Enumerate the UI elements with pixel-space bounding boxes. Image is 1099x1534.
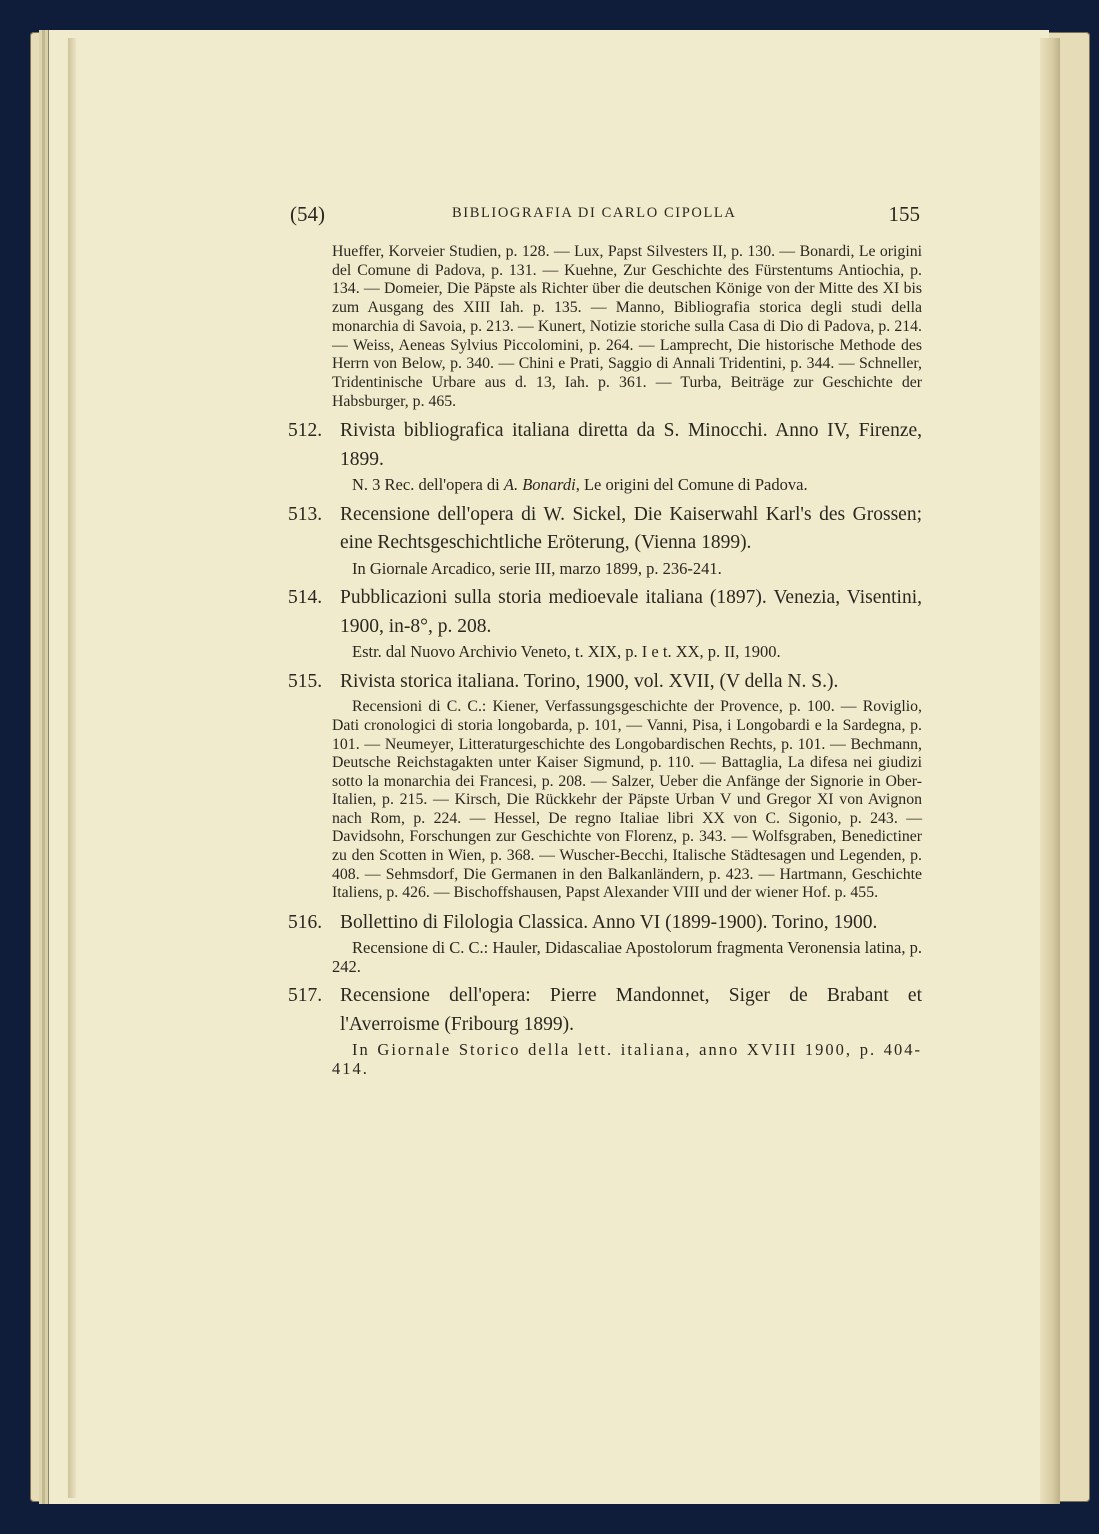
- entry-516: [288, 909, 922, 977]
- page-number: 155: [888, 202, 920, 226]
- entry-512: [288, 417, 922, 495]
- entry-note-author: A. Bonardi: [503, 475, 576, 495]
- running-header: [290, 200, 920, 230]
- entry-number: 515.: [288, 670, 323, 692]
- entry-note: Recensioni di C. C.: Kiener, Verfassungsgeschichte der Provence, p. 100. — Roviglio, Dati cronologici di storia longobarda, p. 101, — Vanni, Pisa, i Longobardi e la Sardegna, p. 101. — Neumeyer, Litteraturgeschichte des Longobardischen Rechts, p. 101. — Bechmann, Deutsche Reichstagakten unter Kaiser Sigmund, p. 110. — Battaglia, La difesa nei giudizi sotto la monarchia dei Francesi, p. 208. — Salzer, Ueber die Anfänge der Signorie in Ober-Italien, p. 215. — Kirsch, Die Rückkehr der Päpste Urban V und Gregor XI von Avignon nach Rom, p. 224. — Hessel, De regno Italiae libri XX von C. Sigonio, p. 243. — Davidsohn, Forschungen zur Geschichte von Florenz, p. 343. — Wolfsgraben, Benedictiner zu den Scotten in Wien, p. 368. — Wuscher-Becchi, Italische Städtesagen und Legenden, p. 408. — Sehmsdorf, Die Germanen in den Balkanländern, p. 423. — Hartmann, Geschichte Italiens, p. 426. — Bischoffshausen, Papst Alexander VIII und der wiener Hof. p. 455.: [332, 698, 922, 902]
- entry-note: Estr. dal Nuovo Archivio Veneto, t. XIX, p. I e t. XX, p. II, 1900.: [352, 642, 781, 662]
- bibliography-content: [288, 243, 922, 1084]
- continued-entry-text: Hueffer, Korveier Studien, p. 128. — Lux, Papst Silvesters II, p. 130. — Bonardi, Le origini del Comune di Padova, p. 131. — Kuehne, Zur Geschichte des Fürstentums Antiochia, p. 134. — Domeier, Die Päpste als Richter über die deutschen Könige von der Mitte des XI bis zum Ausgang des XIII Iah. p. 135. — Manno, Bibliografia storica degli studi della monarchia di Savoia, p. 213. — Kunert, Notizie storiche sulla Casa di Dio di Padova, p. 214. — Weiss, Aeneas Sylvius Piccolomini, p. 264. — Lamprecht, Die historische Methode des Herrn von Below, p. 340. — Chini e Prati, Saggio di Annali Tridentini, p. 344. — Schneller, Tridentinische Urbare aus d. 13, Iah. p. 361. — Turba, Beiträge zur Geschichte der Habsburger, p. 465.: [332, 243, 922, 410]
- entry-note: Recensione di C. C.: Hauler, Didascaliae Apostolorum fragmenta Veronensia latina, p. 242.: [332, 938, 922, 976]
- entry-title: [288, 668, 922, 697]
- entry-number: 516.: [288, 911, 323, 933]
- entry-517: [288, 982, 922, 1078]
- entry-note: [332, 476, 922, 495]
- entry-title: [288, 909, 922, 938]
- entry-513: [288, 501, 922, 579]
- entry-title: [288, 584, 922, 641]
- entry-note-prefix: N. 3 Rec. dell'opera di: [352, 475, 504, 495]
- next-page-edge: [1040, 38, 1060, 1504]
- header-section-number: (54): [290, 202, 325, 226]
- entry-title-text: Recensione dell'opera di W. Sickel, Die Kaiserwahl Karl's des Grossen; eine Rechtsgeschichtliche Eröterung, (Vienna 1899).: [340, 503, 922, 554]
- entry-514: [288, 584, 922, 662]
- entry-number: 514.: [288, 587, 323, 609]
- entry-number: 513.: [288, 503, 323, 525]
- entry-515: [288, 668, 922, 903]
- entry-title-text: Rivista storica italiana. Torino, 1900, vol. XVII, (V della N. S.).: [340, 670, 839, 692]
- entry-number: 512.: [288, 420, 323, 442]
- entry-title: [288, 501, 922, 558]
- entry-note: In Giornale Storico della lett. italiana, anno XVIII 1900, p. 404-414.: [332, 1040, 922, 1078]
- entry-title: [288, 417, 922, 474]
- header-title: BIBLIOGRAFIA DI CARLO CIPOLLA: [452, 205, 737, 221]
- entry-title-text: Bollettino di Filologia Classica. Anno VI (1899-1900). Torino, 1900.: [340, 911, 878, 933]
- entry-note: In Giornale Arcadico, serie III, marzo 1899, p. 236-241.: [352, 558, 722, 578]
- entry-number: 517.: [288, 985, 323, 1007]
- page-gutter: [68, 38, 76, 1498]
- entry-title-text: Pubblicazioni sulla storia medioevale italiana (1897). Venezia, Visentini, 1900, in-8°, p. 208.: [340, 587, 922, 637]
- entry-title: [288, 982, 922, 1039]
- entry-title-text: Rivista bibliografica italiana diretta da S. Minocchi. Anno IV, Firenze, 1899.: [340, 420, 922, 470]
- entry-note-suffix: , Le origini del Comune di Padova.: [575, 475, 808, 495]
- entry-title-text: Recensione dell'opera: Pierre Mandonnet, Siger de Brabant et l'Averroisme (Fribourg 1899).: [340, 985, 922, 1035]
